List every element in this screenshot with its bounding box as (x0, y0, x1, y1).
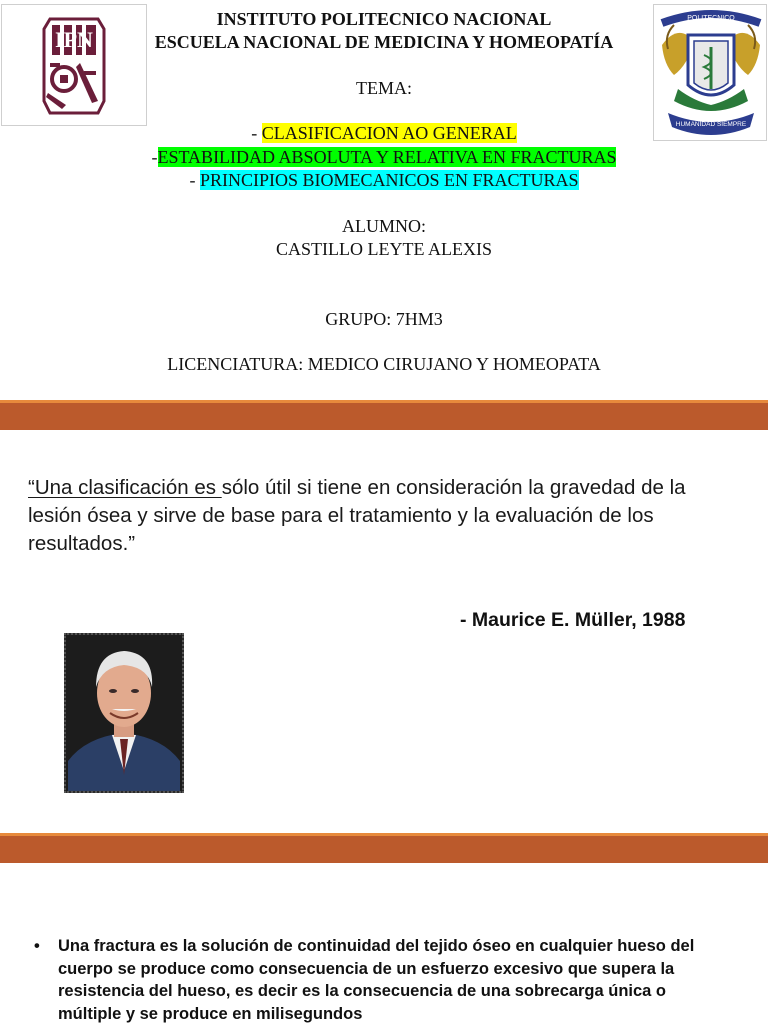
topic-3-prefix: - (189, 170, 200, 190)
licenciatura-line: LICENCIATURA: MEDICO CIRUJANO Y HOMEOPATA (167, 354, 601, 374)
fracture-definition-text: Una fractura es la solución de continuidad del tejido óseo en cualquier hueso del cuerpo se produce como consecuencia de un esfuerzo excesivo que supera la resistencia del hueso, es decir es la consecuencia de una sobrecarga única o múltiple y se produce en milisegundos (58, 937, 695, 1023)
topic-1-text: CLASIFICACION AO GENERAL (261, 123, 517, 143)
bullet-marker: • (34, 937, 40, 955)
school-name: ESCUELA NACIONAL DE MEDICINA Y HOMEOPATÍA (154, 32, 614, 52)
topic-3 (0, 170, 768, 190)
definition-bullet-list (30, 935, 730, 1024)
institute-name: INSTITUTO POLITECNICO NACIONAL (216, 9, 552, 29)
list-item (30, 935, 730, 1024)
grupo-line: GRUPO: 7HM3 (325, 309, 443, 329)
topic-2 (0, 147, 768, 167)
topic-1 (0, 123, 768, 143)
tema-label: TEMA: (356, 78, 412, 98)
topic-3-text: PRINCIPIOS BIOMECANICOS EN FRACTURAS (199, 170, 579, 190)
alumno-name: CASTILLO LEYTE ALEXIS (276, 239, 492, 259)
muller-portrait-photo (64, 633, 184, 793)
ipn-logo-letters: IPN (55, 27, 93, 52)
escudo-banner-text: HUMANIDAD SIEMPRE (675, 121, 747, 128)
muller-quote (28, 474, 728, 558)
title-slide (0, 0, 768, 400)
topic-2-text: ESTABILIDAD ABSOLUTA Y RELATIVA EN FRACTURAS (157, 147, 617, 167)
escudo-top-text: POLITECNICO (687, 15, 735, 22)
quote-author: - Maurice E. Müller, 1988 (460, 609, 686, 631)
portrait-graphic (66, 635, 182, 791)
quote-rest: sólo útil si tiene en consideración la gravedad de la lesión ósea y sirve de base para el tratamiento y la evaluación de los resultados.” (28, 476, 686, 555)
alumno-label: ALUMNO: (342, 216, 426, 236)
slide-divider-band-2 (0, 833, 768, 863)
topic-2-prefix: - (151, 147, 158, 167)
topic-1-prefix: - (251, 123, 262, 143)
quote-underlined-part: “Una clasificación es (28, 476, 222, 499)
slide-divider-band-1 (0, 400, 768, 430)
